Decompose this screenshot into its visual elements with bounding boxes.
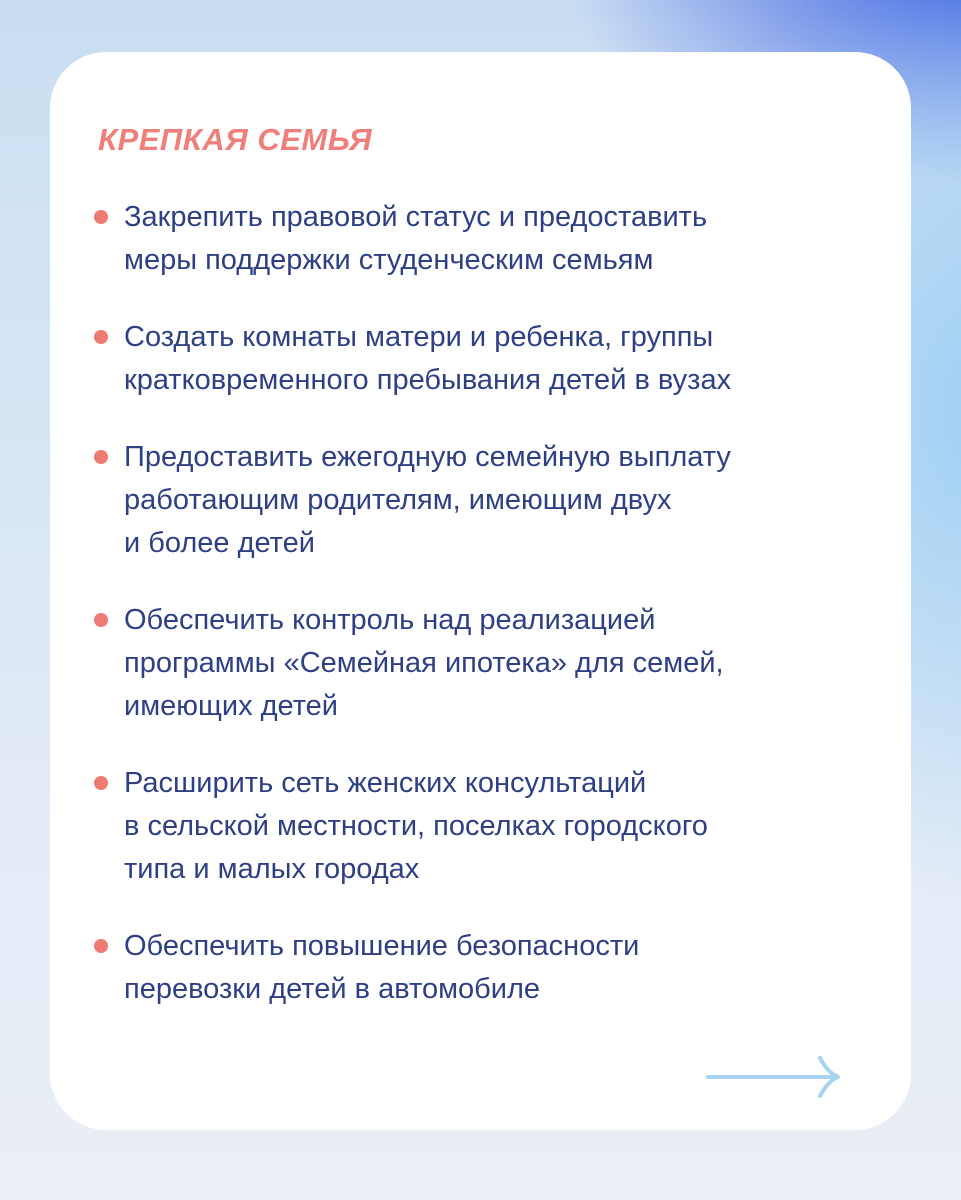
list-item-text-line: Обеспечить контроль над реализацией <box>124 604 656 636</box>
list-item-text-line: Закрепить правовой статус и предоставить <box>124 201 708 233</box>
list-item-text-line: Расширить сеть женских консультаций <box>124 767 647 799</box>
proposal-list <box>94 196 884 1045</box>
bullet-dot <box>94 613 108 627</box>
bullet-dot <box>94 450 108 464</box>
list-item-text-line: работающим родителям, имеющим двух <box>124 484 672 516</box>
list-item-text-line: кратковременного пребывания детей в вузах <box>124 364 732 396</box>
bullet-dot <box>94 210 108 224</box>
list-item-text-line: типа и малых городах <box>124 853 420 885</box>
list-item-text-line: имеющих детей <box>124 690 339 722</box>
list-item <box>94 436 884 565</box>
bullet-dot <box>94 939 108 953</box>
arrow-right-icon[interactable] <box>706 1054 842 1100</box>
card-title: КРЕПКАЯ СЕМЬЯ <box>98 122 373 157</box>
bullet-dot <box>94 330 108 344</box>
list-item-text-line: программы «Семейная ипотека» для семей, <box>124 647 724 679</box>
list-item <box>94 316 884 402</box>
list-item-text-line: меры поддержки студенческим семьям <box>124 244 654 276</box>
list-item-text-line: Обеспечить повышение безопасности <box>124 930 640 962</box>
list-item-text-line: и более детей <box>124 527 315 559</box>
list-item <box>94 196 884 282</box>
list-item-text-line: в сельской местности, поселках городского <box>124 810 708 842</box>
list-item <box>94 599 884 728</box>
list-item-text-line: Предоставить ежегодную семейную выплату <box>124 441 731 473</box>
list-item <box>94 762 884 891</box>
bullet-dot <box>94 776 108 790</box>
list-item-text-line: Создать комнаты матери и ребенка, группы <box>124 321 714 353</box>
content-card <box>50 52 911 1130</box>
list-item-text-line: перевозки детей в автомобиле <box>124 973 541 1005</box>
list-item <box>94 925 884 1011</box>
